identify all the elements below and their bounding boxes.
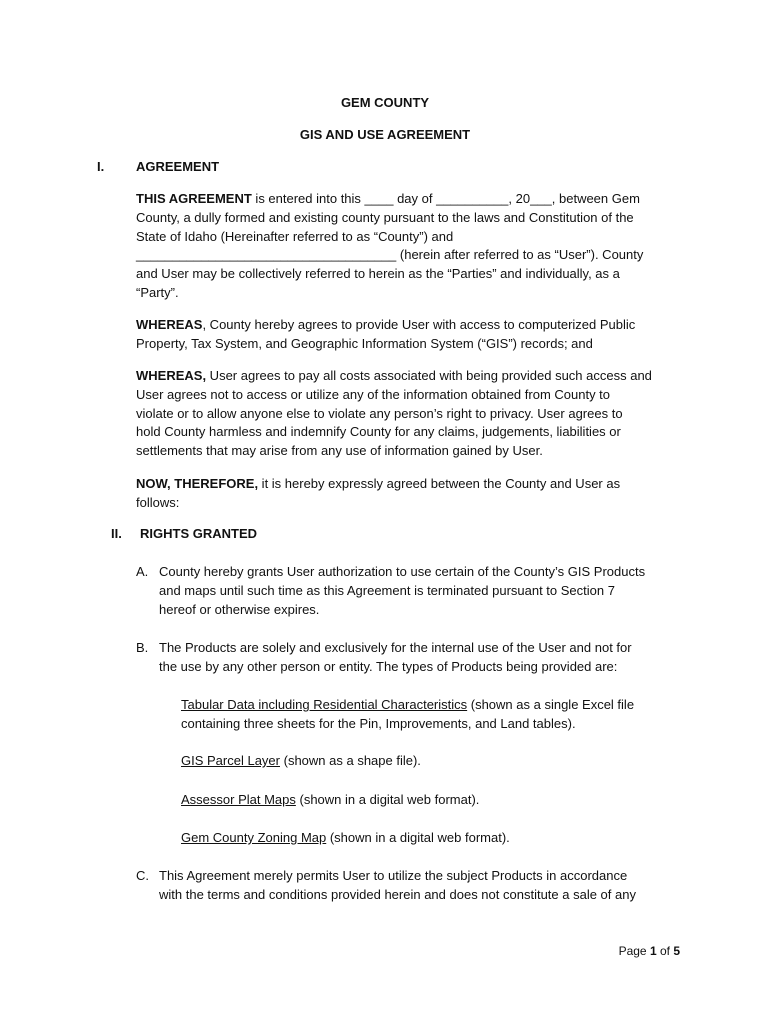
product-1-desc-2: containing three sheets for the Pin, Improvements, and Land tables).: [181, 715, 576, 731]
section-2-heading: RIGHTS GRANTED: [140, 526, 257, 541]
page-total: 5: [673, 944, 680, 958]
item-c-text: [159, 867, 699, 905]
item-b-line-2: the use by any other person or entity. The types of Products being provided are:: [159, 658, 618, 674]
intro-paragraph: [136, 190, 696, 303]
intro-line-1: is entered into this ____ day of __________, 20___, between Gem: [251, 191, 640, 206]
product-4-name: Gem County Zoning Map: [181, 830, 327, 845]
intro-line-2: County, a dully formed and existing county pursuant to the laws and Constitution of the: [136, 209, 634, 225]
page-current: 1: [649, 944, 657, 958]
whereas-2-line-5: settlements that may arise from any use of information gained by User.: [136, 443, 543, 459]
item-a-line-1: County hereby grants User authorization to use certain of the County’s GIS Products: [159, 564, 646, 579]
product-1-desc-1: (shown as a single Excel file: [467, 697, 635, 712]
page-middle: of: [656, 944, 674, 958]
item-c-letter: C.: [136, 868, 149, 883]
item-a-text: [159, 563, 699, 619]
intro-line-5: and User may be collectively referred to herein as the “Parties” and individually, as a: [136, 266, 620, 282]
whereas-2-line-2: User agrees not to access or utilize any of the information obtained from County to: [136, 386, 611, 402]
product-2-desc-1: (shown as a shape file).: [280, 753, 421, 768]
item-a-line-2: and maps until such time as this Agreement is terminated pursuant to Section 7: [159, 582, 615, 598]
whereas-1-line-2: Property, Tax System, and Geographic Information System (“GIS”) records; and: [136, 335, 593, 351]
product-zoning-map: [181, 829, 701, 848]
product-gis-parcel-layer: [181, 752, 701, 771]
product-2-name: GIS Parcel Layer: [181, 753, 280, 768]
intro-line-6: “Party”.: [136, 284, 179, 300]
county-title: GEM COUNTY: [340, 95, 430, 110]
whereas-1-paragraph: [136, 316, 696, 354]
section-2-number: II.: [111, 526, 122, 541]
product-4-desc-1: (shown in a digital web format).: [326, 830, 510, 845]
whereas-1-bold: WHEREAS: [136, 317, 203, 332]
intro-bold: THIS AGREEMENT: [136, 191, 252, 206]
now-therefore-paragraph: [136, 475, 696, 513]
product-1-name: Tabular Data including Residential Characteristics: [181, 697, 468, 712]
item-a-letter: A.: [136, 564, 149, 579]
item-a-line-3: hereof or otherwise expires.: [159, 601, 320, 617]
agreement-title: GIS AND USE AGREEMENT: [299, 127, 471, 142]
now-bold: NOW, THEREFORE,: [136, 476, 259, 491]
whereas-2-line-4: hold County harmless and indemnify County for any claims, judgements, liabilities or: [136, 424, 621, 440]
product-tabular-data: [181, 696, 701, 734]
whereas-1-line-1: , County hereby agrees to provide User with access to computerized Public: [202, 317, 636, 332]
item-c-line-2: with the terms and conditions provided herein and does not constitute a sale of any: [159, 886, 636, 902]
item-b-letter: B.: [136, 640, 149, 655]
section-1-number: I.: [97, 159, 105, 174]
intro-line-3: State of Idaho (Hereinafter referred to as “County”) and: [136, 228, 454, 244]
now-line-2: follows:: [136, 494, 180, 510]
product-3-name: Assessor Plat Maps: [181, 792, 296, 807]
item-b-text: [159, 639, 699, 677]
section-1-heading: AGREEMENT: [136, 159, 220, 174]
intro-line-4: ____________________________________ (herein after referred to as “User”). County: [136, 247, 644, 263]
whereas-2-line-3: violate or to allow anyone else to violate any person’s right to privacy. User agrees to: [136, 405, 623, 421]
product-3-desc-1: (shown in a digital web format).: [295, 792, 480, 807]
page-number: [600, 944, 680, 958]
whereas-2-line-1: User agrees to pay all costs associated with being provided such access and: [206, 368, 652, 383]
item-c-line-1: This Agreement merely permits User to utilize the subject Products in accordance: [159, 868, 628, 883]
product-assessor-plat-maps: [181, 791, 701, 810]
whereas-2-bold: WHEREAS,: [136, 368, 207, 383]
page-prefix: Page: [618, 944, 650, 958]
item-b-line-1: The Products are solely and exclusively for the internal use of the User and not for: [159, 640, 632, 655]
whereas-2-paragraph: [136, 367, 696, 461]
now-line-1: it is hereby expressly agreed between the County and User as: [258, 476, 621, 491]
